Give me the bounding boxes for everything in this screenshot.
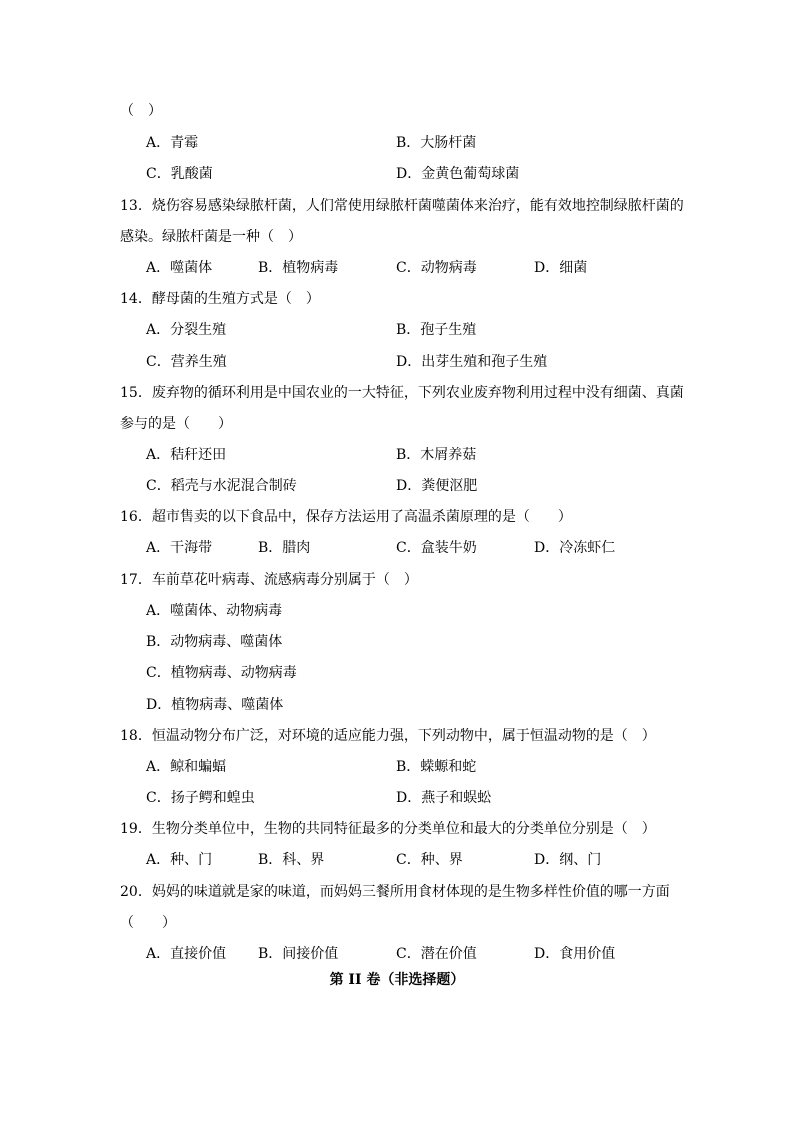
q20-option-d: D．食用价值 [534, 946, 616, 962]
q13-option-a: A．噬菌体 [146, 260, 213, 276]
q15-stem-line1: 15．废弃物的循环利用是中国农业的一大特征，下列农业废弃物利用过程中没有细菌、真菌 [120, 385, 684, 401]
q18-option-d: D．燕子和蜈蚣 [396, 790, 492, 806]
q18-option-a: A．鲸和蝙蝠 [146, 759, 227, 775]
q15-option-d: D．粪便沤肥 [396, 478, 478, 494]
q14-option-d: D．出芽生殖和孢子生殖 [396, 354, 548, 370]
q20-option-a: A．直接价值 [146, 946, 227, 962]
q12-option-d: D．金黄色葡萄球菌 [396, 166, 520, 182]
q16-option-d: D．冷冻虾仁 [534, 540, 616, 556]
q20-stem-line1: 20．妈妈的味道就是家的味道，而妈妈三餐所用食材体现的是生物多样性价值的哪一方面 [120, 884, 670, 900]
q17-option-d: D．植物病毒、噬菌体 [146, 697, 284, 713]
q16-option-a: A．干海带 [146, 540, 213, 556]
q20-stem-line2: （ ） [120, 915, 176, 931]
q12-paren: （ ） [120, 103, 162, 119]
q14-option-c: C．营养生殖 [146, 354, 227, 370]
q20-option-c: C．潜在价值 [396, 946, 477, 962]
q17-option-b: B．动物病毒、噬菌体 [146, 634, 283, 650]
q19-stem: 19．生物分类单位中，生物的共同特征最多的分类单位和最大的分类单位分别是（ ） [120, 821, 656, 837]
q14-option-b: B．孢子生殖 [396, 322, 477, 338]
q13-option-d: D．细菌 [534, 260, 588, 276]
q14-option-a: A．分裂生殖 [146, 322, 227, 338]
q13-stem-line2: 感染。绿脓杆菌是一种（ ） [120, 229, 302, 245]
q15-option-a: A．秸秆还田 [146, 447, 227, 463]
section-title: 第 II 卷（非选择题） [329, 972, 465, 988]
q18-option-c: C．扬子鳄和蝗虫 [146, 790, 255, 806]
q17-option-c: C．植物病毒、动物病毒 [146, 665, 297, 681]
q12-option-c: C．乳酸菌 [146, 166, 213, 182]
q15-option-b: B．木屑养菇 [396, 447, 477, 463]
q19-option-d: D．纲、门 [534, 852, 602, 868]
q19-option-b: B．科、界 [258, 852, 325, 868]
q12-option-b: B．大肠杆菌 [396, 135, 477, 151]
q13-stem-line1: 13．烧伤容易感染绿脓杆菌，人们常使用绿脓杆菌噬菌体来治疗，能有效地控制绿脓杆菌的 [120, 198, 684, 214]
q12-option-a: A．青霉 [146, 135, 199, 151]
q13-option-b: B．植物病毒 [258, 260, 339, 276]
q20-option-b: B．间接价值 [258, 946, 339, 962]
q15-stem-line2: 参与的是（ ） [120, 416, 232, 432]
q16-stem: 16．超市售卖的以下食品中，保存方法运用了高温杀菌原理的是（ ） [120, 509, 572, 525]
q16-option-b: B．腊肉 [258, 540, 311, 556]
q18-stem: 18．恒温动物分布广泛，对环境的适应能力强，下列动物中，属于恒温动物的是（ ） [120, 728, 656, 744]
q17-option-a: A．噬菌体、动物病毒 [146, 603, 283, 619]
q19-option-a: A．种、门 [146, 852, 213, 868]
q18-option-b: B．蝾螈和蛇 [396, 759, 477, 775]
q15-option-c: C．稻壳与水泥混合制砖 [146, 478, 297, 494]
q13-option-c: C．动物病毒 [396, 260, 477, 276]
q14-stem: 14．酵母菌的生殖方式是（ ） [120, 291, 320, 307]
q17-stem: 17．车前草花叶病毒、流感病毒分别属于（ ） [120, 572, 418, 588]
q16-option-c: C．盒装牛奶 [396, 540, 477, 556]
q19-option-c: C．种、界 [396, 852, 463, 868]
